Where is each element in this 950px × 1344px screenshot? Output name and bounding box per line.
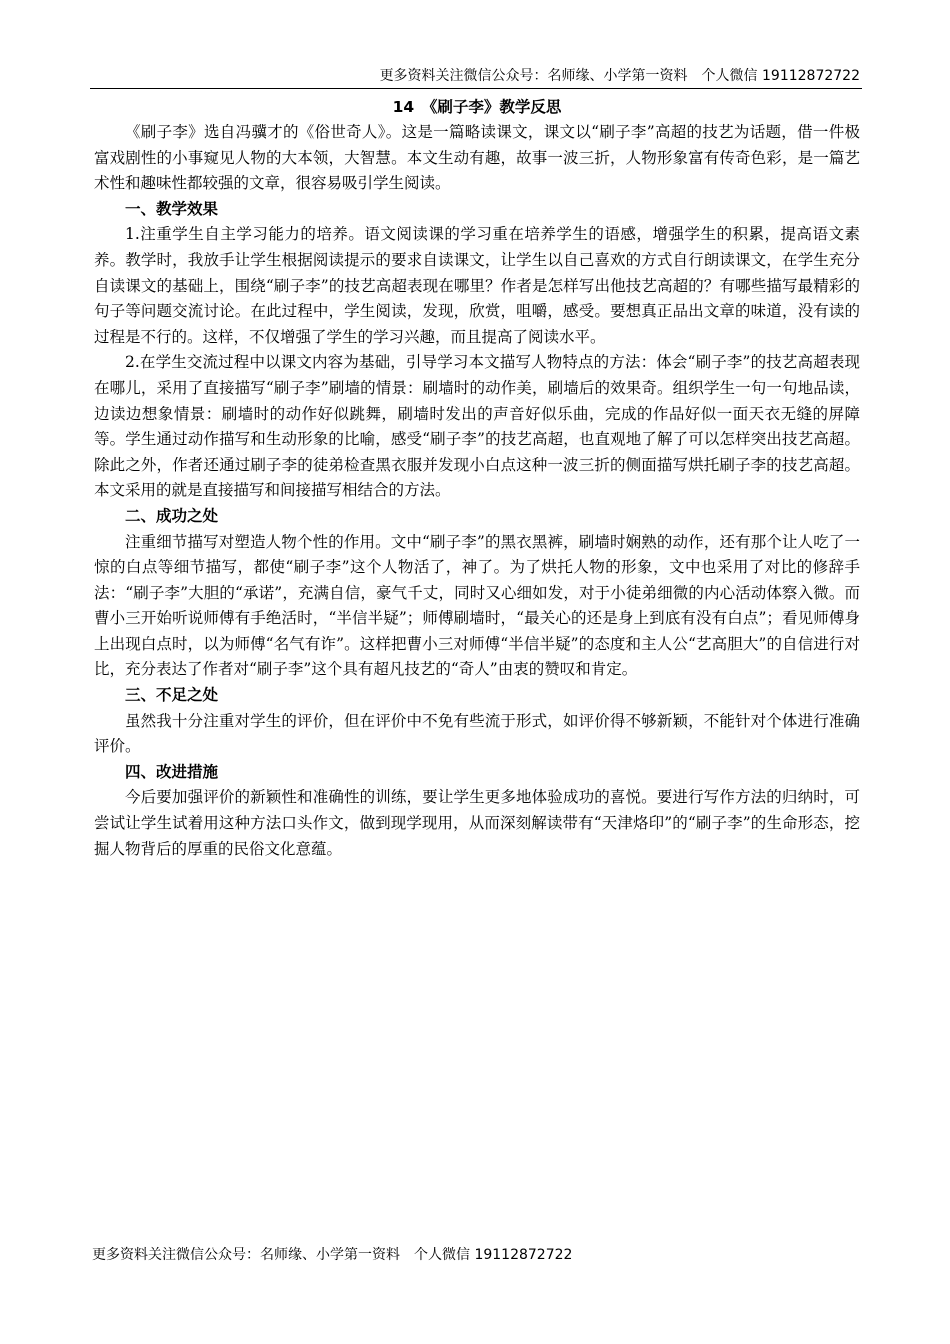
teaching-effect-paragraph-1: 1.注重学生自主学习能力的培养。语文阅读课的学习重在培养学生的语感，增强学生的积累，提高语文素养。教学时，我放手让学生根据阅读提示的要求自读课文，让学生以自己喜欢的方式自行朗读课文，在学生充分自读课文的基础上，围绕“刷子李”的技艺高超表现在哪里？作者是怎样写出他技艺高超的？有哪些描写最精彩的句子等问题交流讨论。在此过程中，学生阅读，发现，欣赏，咀嚼，感受。要想真正品出文章的味道，没有读的过程是不行的。这样，不仅增强了学生的学习兴趣，而且提高了阅读水平。 [94, 225, 860, 346]
teaching-effect-paragraph-2: 2.在学生交流过程中以课文内容为基础，引导学习本文描写人物特点的方法：体会“刷子李”的技艺高超表现在哪儿，采用了直接描写“刷子李”刷墙的情景：刷墙时的动作美，刷墙后的效果奇。组织学生一句一句地品读，边读边想象情景：刷墙时的动作好似跳舞，刷墙时发出的声音好似乐曲，完成的作品好似一面天衣无缝的屏障等。学生通过动作描写和生动形象的比喻，感受“刷子李”的技艺高超，也直观地了解了可以怎样突出技艺高超。除此之外，作者还通过刷子李的徒弟检查黑衣服并发现小白点这种一波三折的侧面描写烘托刷子李的技艺高超。本文采用的就是直接描写和间接描写相结合的方法。 [94, 353, 860, 500]
improvements-paragraph: 今后要加强评价的新颖性和准确性的训练，要让学生更多地体验成功的喜悦。要进行写作方法的归纳时，可尝试让学生试着用这种方法口头作文，做到现学现用，从而深刻解读带有“天津烙印”的“刷子李”的生命形态，挖掘人物背后的厚重的民俗文化意蕴。 [94, 788, 860, 858]
page-header: 更多资料关注微信公众号：名师缘、小学第一资料 个人微信 19112872722 [379, 68, 860, 84]
section-heading-successes: 二、成功之处 [125, 506, 219, 525]
section-heading-improvements: 四、改进措施 [125, 762, 219, 781]
section-heading-shortcomings: 三、不足之处 [125, 686, 219, 705]
document-body [94, 94, 860, 862]
shortcomings-paragraph: 虽然我十分注重对学生的评价，但在评价中不免有些流于形式，如评价得不够新颖，不能针对个体进行准确评价。 [94, 711, 860, 756]
page-footer: 更多资料关注微信公众号：名师缘、小学第一资料 个人微信 19112872722 [92, 1247, 573, 1263]
successes-paragraph: 注重细节描写对塑造人物个性的作用。文中“刷子李”的黑衣黑裤，刷墙时娴熟的动作，还有那个让人吃了一惊的白点等细节描写，都使“刷子李”这个人物活了，神了。为了烘托人物的形象，文中也采用了对比的修辞手法：“刷子李”大胆的“承诺”，充满自信，豪气千丈，同时又心细如发，对于小徒弟细微的内心活动体察入微。而曹小三开始听说师傅有手绝活时，“半信半疑”；师傅刷墙时，“最关心的还是身上到底有没有白点”；看见师傅身上出现白点时，以为师傅“名气有诈”。这样把曹小三对师傅“半信半疑”的态度和主人公“艺高胆大”的自信进行对比，充分表达了作者对“刷子李”这个具有超凡技艺的“奇人”由衷的赞叹和肯定。 [94, 532, 860, 679]
header-divider [90, 88, 862, 89]
document-title: 14 《刷子李》教学反思 [392, 98, 562, 116]
section-heading-teaching-effect: 一、教学效果 [125, 199, 219, 218]
intro-paragraph: 《刷子李》选自冯骥才的《俗世奇人》。这是一篇略读课文，课文以“刷子李”高超的技艺为话题，借一件极富戏剧性的小事窥见人物的大本领，大智慧。本文生动有趣，故事一波三折，人物形象富有传奇色彩，是一篇艺术性和趣味性都较强的文章，很容易吸引学生阅读。 [94, 123, 860, 193]
